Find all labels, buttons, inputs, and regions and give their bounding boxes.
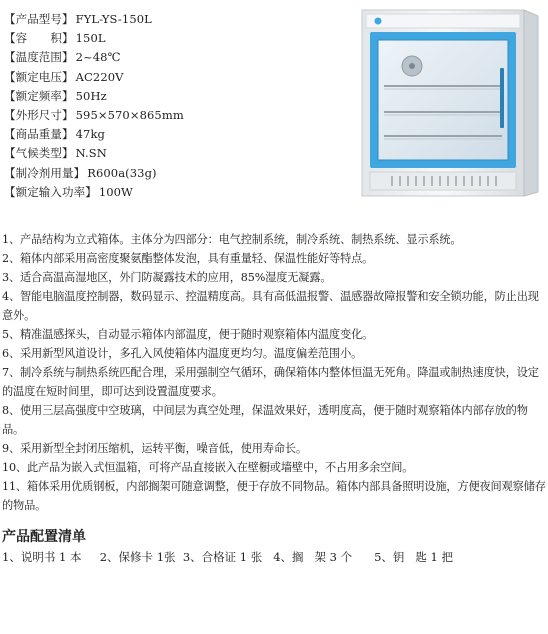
- spec-label: 【额定输入功率】: [4, 184, 97, 199]
- feature-item: 2、箱体内部采用高密度聚氨酯整体发泡，具有重量轻、保温性能好等特点。: [2, 252, 374, 265]
- feature-item: 8、使用三层高强度中空玻璃，中间层为真空处理，保温效果好，透明度高，便于随时观察箱体内部存放的物品。: [2, 404, 528, 436]
- spec-row: [4, 48, 184, 67]
- spec-value: 50Hz: [75, 88, 107, 103]
- spec-value: N.SN: [75, 146, 107, 161]
- spec-label: 【温度范围】: [4, 50, 74, 65]
- spec-value: 47kg: [75, 127, 105, 142]
- spec-row: [4, 29, 184, 48]
- spec-label: 【额定频率】: [4, 88, 74, 103]
- spec-row: [4, 164, 184, 183]
- spec-row: [4, 144, 184, 163]
- feature-item: 1、产品结构为立式箱体。主体分为四部分：电气控制系统，制冷系统、制热系统、显示系统。: [2, 233, 462, 246]
- spec-value: 595×570×865mm: [75, 107, 184, 122]
- spec-value: 150L: [75, 31, 106, 46]
- spec-row: [4, 10, 184, 29]
- spec-value: AC220V: [75, 69, 124, 84]
- spec-label: 【外形尺寸】: [4, 107, 74, 122]
- spec-value: R600a(33g): [87, 165, 157, 180]
- spec-row: [4, 183, 184, 202]
- spec-row: [4, 68, 184, 87]
- spec-label: 【制冷剂用量】: [4, 165, 86, 180]
- feature-item: 4、智能电脑温度控制器，数码显示、控温精度高。具有高低温报警、温感器故障报警和安全锁功能，防止出现意外。: [2, 290, 539, 322]
- feature-item: 7、制冷系统与制热系统匹配合理，采用强制空气循环，确保箱体内整体恒温无死角。降温或制热速度快，设定的温度在短时间里，即可达到设置温度要求。: [2, 366, 539, 398]
- config-title: 产品配置清单: [2, 529, 86, 545]
- feature-item: 9、采用新型全封闭压缩机，运转平衡，噪音低，使用寿命长。: [2, 442, 307, 455]
- refrigerator-product-image: [352, 8, 544, 200]
- feature-item: 11、箱体采用优质钢板，内部搁架可随意调整，便于存放不同物品。箱体内部具备照明设施，方便夜间观察储存的物品。: [2, 480, 546, 512]
- feature-item: 10、此产品为嵌入式恒温箱，可将产品直接嵌入在壁橱或墙壁中，不占用多余空间。: [2, 461, 414, 474]
- spec-label: 【产品型号】: [4, 12, 74, 26]
- spec-row: [4, 125, 184, 144]
- spec-label: 【额定电压】: [4, 69, 74, 84]
- spec-list: [4, 10, 184, 202]
- feature-item: 5、精准温感探头，自动显示箱体内部温度，便于随时观察箱体内温度变化。: [2, 328, 374, 341]
- spec-label: 【商品重量】: [4, 127, 74, 142]
- spec-value: 2~48℃: [75, 50, 121, 65]
- spec-row: [4, 87, 184, 106]
- spec-label: 【气候类型】: [4, 146, 74, 161]
- feature-item: 3、适合高温高湿地区，外门防凝露技术的应用，85%湿度无凝露。: [2, 271, 332, 284]
- spec-value: FYL-YS-150L: [75, 12, 152, 26]
- feature-item: 6、采用新型风道设计，多孔入风使箱体内温度更均匀。温度偏差范围小。: [2, 347, 363, 360]
- spec-row: [4, 106, 184, 125]
- spec-label: 【容 积】: [4, 31, 74, 46]
- spec-value: 100W: [98, 184, 133, 199]
- config-items: 1、说明书 1 本 2、保修卡 1张 3、合格证 1 张 4、搁 架 3 个 5、钥 匙 1 把: [2, 550, 453, 564]
- feature-list: [2, 230, 546, 515]
